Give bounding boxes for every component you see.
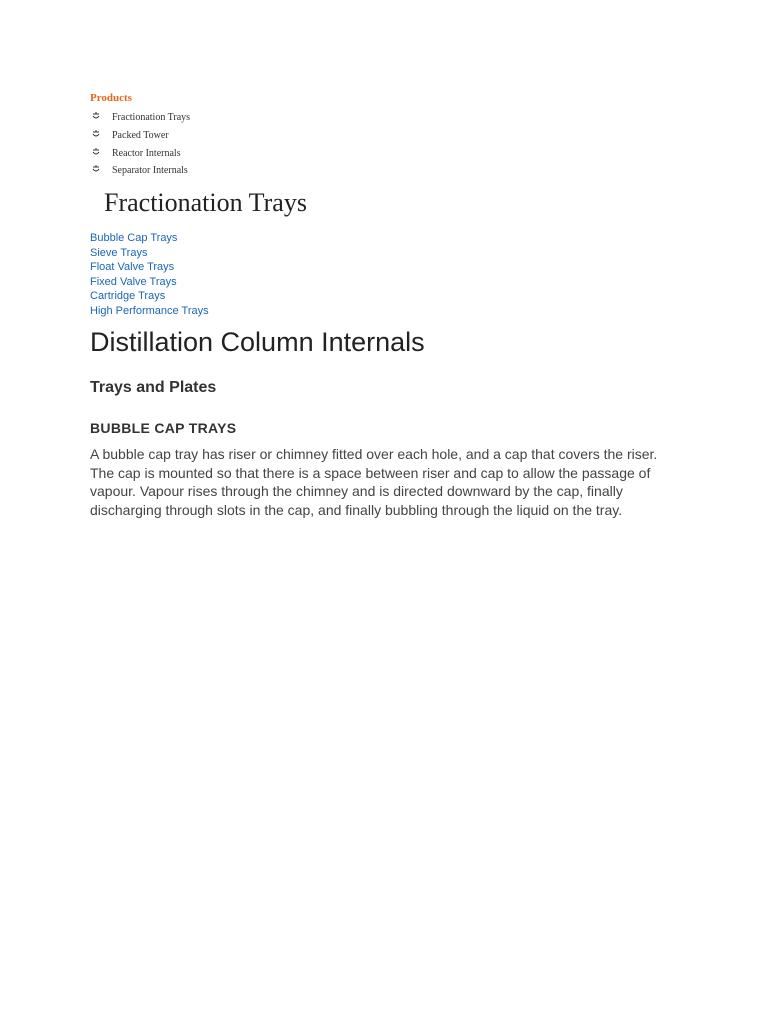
products-label: Products bbox=[90, 92, 132, 104]
link-high-performance-trays[interactable]: High Performance Trays bbox=[90, 304, 209, 317]
bullet-cup-icon bbox=[92, 129, 100, 139]
link-sieve-trays[interactable]: Sieve Trays bbox=[90, 246, 148, 259]
link-cartridge-trays[interactable]: Cartridge Trays bbox=[90, 290, 166, 302]
bullet-cup-icon bbox=[92, 164, 100, 174]
bullet-cup-icon bbox=[92, 147, 100, 157]
product-item-reactor-internals[interactable] bbox=[90, 145, 190, 163]
product-item-label: Fractionation Trays bbox=[112, 112, 191, 123]
fractionation-heading: Fractionation Trays bbox=[104, 188, 307, 217]
product-item-packed-tower[interactable] bbox=[90, 127, 190, 145]
product-list bbox=[90, 109, 190, 180]
bullet-cup-icon bbox=[92, 111, 100, 121]
product-item-label: Reactor Internals bbox=[112, 147, 181, 159]
product-item-fractionation-trays[interactable] bbox=[90, 109, 190, 127]
link-fixed-valve-trays[interactable]: Fixed Valve Trays bbox=[90, 275, 177, 288]
section-title: Trays and Plates bbox=[90, 379, 217, 396]
product-item-separator-internals[interactable] bbox=[90, 162, 190, 180]
tray-link-list bbox=[90, 231, 209, 318]
body-paragraph: A bubble cap tray has riser or chimney fitted over each hole, and a cap that covers the riser. The cap is mounted so that there is a space between riser and cap to allow the passage of vapour. Vapour rises through the chimney and is directed downward by the cap, finally discharging through slots in the cap, and finally bubbling through the liquid on the tray. bbox=[90, 446, 658, 518]
product-item-label: Separator Internals bbox=[112, 165, 188, 177]
product-item-label: Packed Tower bbox=[112, 129, 169, 141]
link-bubble-cap-trays[interactable]: Bubble Cap Trays bbox=[90, 232, 178, 244]
subsection-title: BUBBLE CAP TRAYS bbox=[90, 420, 237, 436]
page-title: Distillation Column Internals bbox=[90, 327, 425, 357]
link-float-valve-trays[interactable]: Float Valve Trays bbox=[90, 261, 175, 273]
